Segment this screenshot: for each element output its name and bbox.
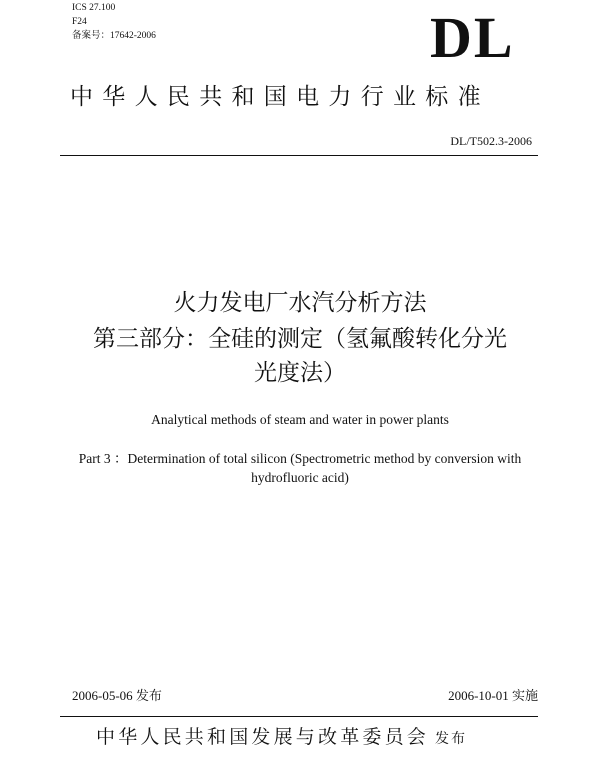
standard-code: DL/T502.3-2006 [450, 134, 532, 148]
title-zh-line-1: 火力发电厂水汽分析方法 [173, 290, 427, 316]
filing-number: 备案号：17642-2006 [72, 31, 156, 41]
bottom-divider [60, 716, 538, 717]
dl-logo: DL [430, 5, 515, 70]
title-en-main: Analytical methods of steam and water in power plants [151, 412, 449, 427]
title-en-part-line-2: hydrofluoric acid) [251, 470, 349, 485]
standard-banner: 中华人民共和国电力行业标准 [70, 84, 490, 110]
title-en-part-line-1: Part 3 ：Determination of total silicon (Spectrometric method by conversion with [78, 451, 522, 466]
top-divider [60, 155, 538, 156]
effective-date: 2006-10-01 实施 [448, 688, 538, 703]
title-zh-line-2: 第三部分：全硅的测定（氢氟酸转化分光 [93, 326, 507, 352]
publisher [96, 724, 467, 752]
classification-code: F24 [72, 17, 87, 27]
ics-code: ICS 27.100 [72, 3, 116, 13]
issue-date: 2006-05-06 发布 [72, 688, 162, 703]
publisher-name: 中华人民共和国发展与改革委员会 [96, 726, 430, 748]
title-zh-line-3: 光度法） [254, 360, 346, 386]
publisher-suffix: 发布 [435, 731, 468, 747]
